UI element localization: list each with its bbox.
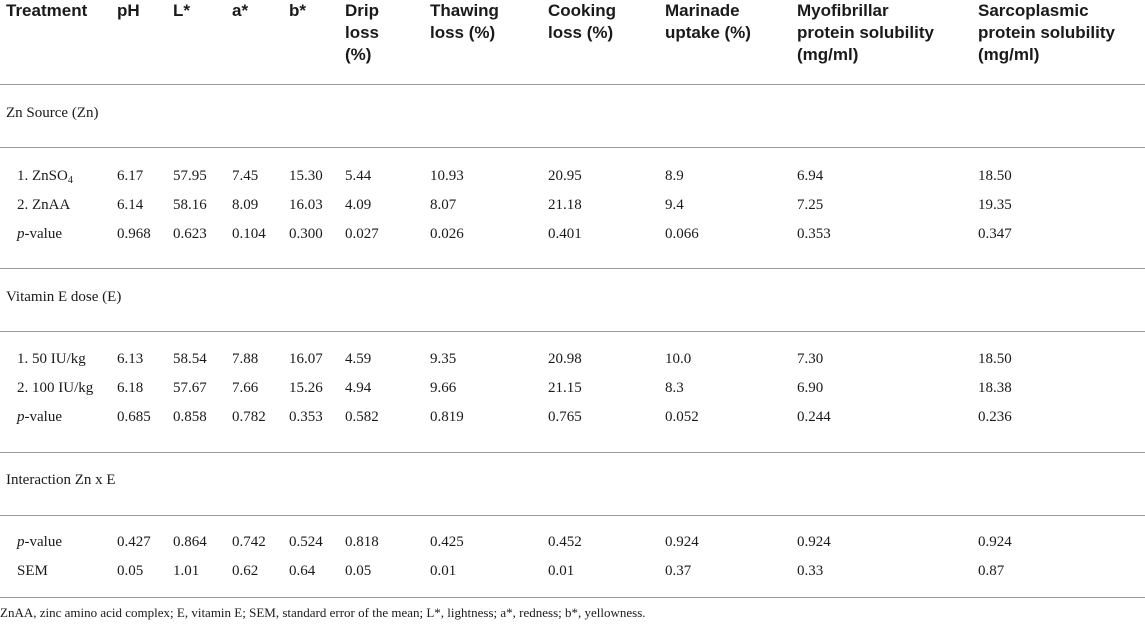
divider xyxy=(0,147,1145,148)
table-cell-sarco: 19.35 xyxy=(978,197,1012,213)
table-cell-sarco: 0.924 xyxy=(978,534,1012,550)
table-cell-ph: 6.18 xyxy=(117,380,144,396)
table-cell-ph: 0.05 xyxy=(117,563,144,579)
divider xyxy=(0,84,1145,85)
table-cell-myo: 6.94 xyxy=(797,168,824,184)
table-cell-drip: 0.582 xyxy=(345,409,379,425)
column-header-l xyxy=(173,0,190,22)
divider xyxy=(0,597,1145,598)
table-cell-a: 0.62 xyxy=(232,563,259,579)
table-cell-marinade: 10.0 xyxy=(665,351,692,367)
column-header-line: Sarcoplasmic xyxy=(978,1,1089,20)
table-cell-cooking: 0.452 xyxy=(548,534,582,550)
row-label: p-value xyxy=(17,534,62,550)
row-label: p-value xyxy=(17,409,62,425)
table-cell-thawing: 9.35 xyxy=(430,351,457,367)
table-cell-drip: 4.59 xyxy=(345,351,372,367)
table-cell-sarco: 18.50 xyxy=(978,168,1012,184)
table-cell-sarco: 0.87 xyxy=(978,563,1005,579)
row-label: 2. ZnAA xyxy=(17,197,71,213)
table-cell-myo: 7.30 xyxy=(797,351,824,367)
table-cell-l: 57.67 xyxy=(173,380,207,396)
table-cell-myo: 0.33 xyxy=(797,563,824,579)
column-header-line: loss (%) xyxy=(548,23,614,42)
table-cell-a: 0.104 xyxy=(232,226,266,242)
table-cell-myo: 0.924 xyxy=(797,534,831,550)
divider xyxy=(0,331,1145,332)
table-cell-cooking: 21.18 xyxy=(548,197,582,213)
table-cell-cooking: 0.765 xyxy=(548,409,582,425)
column-header-marinade xyxy=(665,0,751,44)
table-cell-marinade: 0.924 xyxy=(665,534,699,550)
row-label: p-value xyxy=(17,226,62,242)
column-header-myo xyxy=(797,0,934,66)
column-header-treatment xyxy=(6,0,87,22)
table-cell-a: 0.742 xyxy=(232,534,266,550)
column-header-line: loss xyxy=(345,23,380,42)
table-cell-a: 8.09 xyxy=(232,197,259,213)
table-cell-sarco: 0.347 xyxy=(978,226,1012,242)
row-label: 1. ZnSO$_4$ xyxy=(17,168,73,186)
table-cell-ph: 0.968 xyxy=(117,226,151,242)
table-cell-marinade: 8.3 xyxy=(665,380,684,396)
table-cell-l: 0.858 xyxy=(173,409,207,425)
table-cell-drip: 5.44 xyxy=(345,168,372,184)
table-cell-myo: 6.90 xyxy=(797,380,824,396)
table-cell-cooking: 0.01 xyxy=(548,563,575,579)
table-cell-thawing: 0.01 xyxy=(430,563,457,579)
table-cell-marinade: 9.4 xyxy=(665,197,684,213)
column-header-line: Thawing xyxy=(430,1,499,20)
row-label: 2. 100 IU/kg xyxy=(17,380,94,396)
table-cell-sarco: 18.50 xyxy=(978,351,1012,367)
table-cell-l: 58.16 xyxy=(173,197,207,213)
section-title: Vitamin E dose (E) xyxy=(6,289,122,305)
table-cell-cooking: 20.98 xyxy=(548,351,582,367)
column-header-thawing xyxy=(430,0,499,44)
table-cell-a: 7.45 xyxy=(232,168,259,184)
column-header-ph xyxy=(117,0,140,22)
table-cell-ph: 0.685 xyxy=(117,409,151,425)
row-label: 1. 50 IU/kg xyxy=(17,351,86,367)
table-cell-l: 0.623 xyxy=(173,226,207,242)
table-cell-drip: 0.027 xyxy=(345,226,379,242)
divider xyxy=(0,452,1145,453)
table-cell-thawing: 0.425 xyxy=(430,534,464,550)
column-header-line: pH xyxy=(117,1,140,20)
column-header-line: (mg/ml) xyxy=(797,45,859,64)
table-cell-b: 0.300 xyxy=(289,226,323,242)
table-cell-a: 0.782 xyxy=(232,409,266,425)
table-cell-myo: 0.353 xyxy=(797,226,831,242)
table-cell-thawing: 0.819 xyxy=(430,409,464,425)
row-label: SEM xyxy=(17,563,48,579)
section-title: Zn Source (Zn) xyxy=(6,105,99,121)
table-cell-marinade: 8.9 xyxy=(665,168,684,184)
column-header-drip xyxy=(345,0,379,66)
divider xyxy=(0,515,1145,516)
table-cell-drip: 0.818 xyxy=(345,534,379,550)
column-header-line: Drip xyxy=(345,1,379,20)
table-cell-myo: 0.244 xyxy=(797,409,831,425)
divider xyxy=(0,268,1145,269)
table-cell-cooking: 20.95 xyxy=(548,168,582,184)
table-cell-sarco: 18.38 xyxy=(978,380,1012,396)
column-header-line: loss (%) xyxy=(430,23,496,42)
table-cell-ph: 6.14 xyxy=(117,197,144,213)
table-cell-b: 0.524 xyxy=(289,534,323,550)
column-header-line: b* xyxy=(289,1,306,20)
column-header-line: protein solubility xyxy=(978,23,1115,42)
table-cell-ph: 0.427 xyxy=(117,534,151,550)
table-cell-ph: 6.17 xyxy=(117,168,144,184)
column-header-line: uptake (%) xyxy=(665,23,751,42)
column-header-cooking xyxy=(548,0,616,44)
column-header-line: a* xyxy=(232,1,249,20)
table-cell-b: 15.26 xyxy=(289,380,323,396)
table-cell-marinade: 0.066 xyxy=(665,226,699,242)
table-cell-ph: 6.13 xyxy=(117,351,144,367)
table-cell-marinade: 0.052 xyxy=(665,409,699,425)
column-header-line: Marinade xyxy=(665,1,740,20)
table-cell-b: 0.353 xyxy=(289,409,323,425)
column-header-line: protein solubility xyxy=(797,23,934,42)
table-cell-drip: 4.94 xyxy=(345,380,372,396)
table-cell-sarco: 0.236 xyxy=(978,409,1012,425)
column-header-b xyxy=(289,0,306,22)
table-cell-thawing: 10.93 xyxy=(430,168,464,184)
table-cell-l: 1.01 xyxy=(173,563,200,579)
column-header-line: (%) xyxy=(345,45,372,64)
column-header-line: L* xyxy=(173,1,190,20)
column-header-line: Myofibrillar xyxy=(797,1,889,20)
section-title: Interaction Zn x E xyxy=(6,472,116,488)
table-cell-thawing: 0.026 xyxy=(430,226,464,242)
table-cell-drip: 0.05 xyxy=(345,563,372,579)
table-cell-b: 16.03 xyxy=(289,197,323,213)
column-header-line: Cooking xyxy=(548,1,616,20)
table-cell-marinade: 0.37 xyxy=(665,563,692,579)
table-cell-cooking: 0.401 xyxy=(548,226,582,242)
column-header-a xyxy=(232,0,248,22)
table-cell-a: 7.66 xyxy=(232,380,259,396)
table-cell-myo: 7.25 xyxy=(797,197,824,213)
column-header-line: Treatment xyxy=(6,1,88,20)
column-header-line: (mg/ml) xyxy=(978,45,1040,64)
table-cell-thawing: 9.66 xyxy=(430,380,457,396)
table-cell-b: 16.07 xyxy=(289,351,323,367)
table-footnote: ZnAA, zinc amino acid complex; E, vitamin E; SEM, standard error of the mean; L*, lightness; a*, redness; b*, yellowness. xyxy=(0,605,646,620)
table-cell-l: 57.95 xyxy=(173,168,207,184)
table-cell-cooking: 21.15 xyxy=(548,380,582,396)
table-cell-l: 58.54 xyxy=(173,351,207,367)
column-header-sarco xyxy=(978,0,1115,66)
table-cell-a: 7.88 xyxy=(232,351,259,367)
table-cell-b: 15.30 xyxy=(289,168,323,184)
table-cell-l: 0.864 xyxy=(173,534,207,550)
table-cell-drip: 4.09 xyxy=(345,197,372,213)
table-cell-b: 0.64 xyxy=(289,563,316,579)
table-cell-thawing: 8.07 xyxy=(430,197,457,213)
